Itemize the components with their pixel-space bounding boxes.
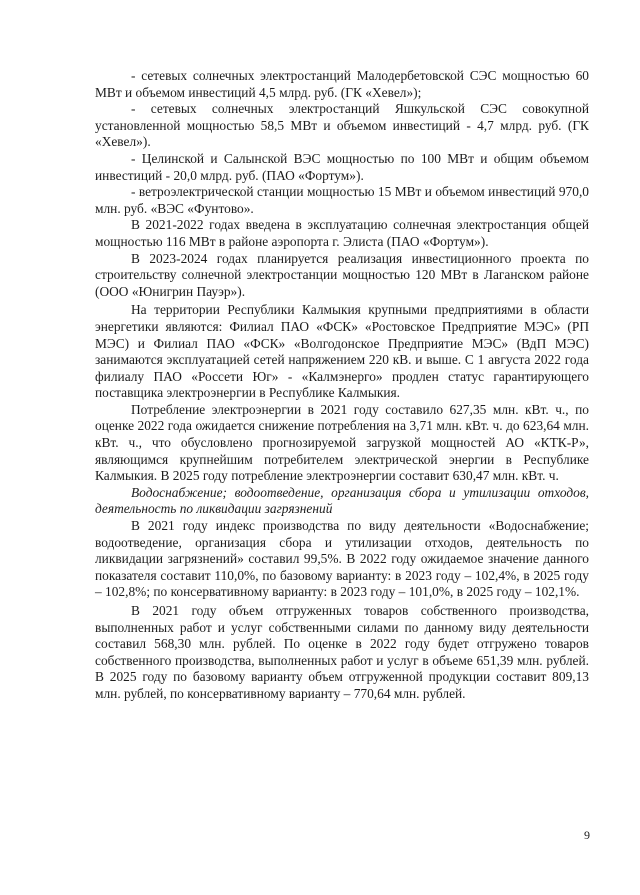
paragraph-solar-2023-2024: В 2023-2024 годах планируется реализация инвестиционного проекта по строительству солнечной электростанции мощностью 120 МВт в Лаганском районе (ООО «Юнигрин Пауэр»). xyxy=(95,250,589,299)
paragraph-funtovo-wind: - ветроэлектрической станции мощностью 15 МВт и объемом инвестиций 970,0 млн. руб. «ВЭС «Фунтово». xyxy=(95,184,589,216)
paragraph-malodorbetovskaya-ses: - сетевых солнечных электростанций Малодербетовской СЭС мощностью 60 МВт и объемом инвестиций 4,5 млрд. руб. (ГК «Хевел»); xyxy=(95,68,589,100)
paragraph-yashkulskaya-ses: - сетевых солнечных электростанций Яшкульской СЭС совокупной установленной мощностью 58,5 МВт и объемом инвестиций - 4,7 млрд. руб. (ГК «Хевел»). xyxy=(95,101,589,150)
paragraph-energy-companies: На территории Республики Калмыкия крупными предприятиями в области энергетики являются: Филиал ПАО «ФСК» «Ростовское Предприятие МЭС» (РП МЭС) и Филиал ПАО «ФСК» «Волгодонское Предприятие МЭС» (ВдП МЭС) занимаются эксплуатацией сетей напряжением 220 кВ. и выше. С 1 августа 2022 года филиалу ПАО «Россети Юг» - «Калмэнерго» продлен статус гарантирующего поставщика электроэнергии в Республике Калмыкия. xyxy=(95,302,589,401)
paragraph-tselinskaya-vetro: - Целинской и Салынской ВЭС мощностью по 100 МВт и общим объемом инвестиций - 20,0 млрд. руб. (ПАО «Фортум»). xyxy=(95,150,589,183)
paragraph-electricity-consumption: Потребление электроэнергии в 2021 году составило 627,35 млн. кВт. ч., по оценке 2022 года ожидается снижение потребления на 3,71 млн. кВт. ч. до 623,64 млн. кВт. ч., что обусловлено прогнозируемой загрузкой мощностей АО «КТК-Р», являющимся крупнейшим потребителем электрической энергии в Республике Калмыкия. В 2025 году потребление электроэнергии составит 630,47 млн. кВт. ч. xyxy=(95,401,589,484)
paragraph-solar-2021-2022: В 2021-2022 годах введена в эксплуатацию солнечная электростанция общей мощностью 116 МВт в районе аэропорта г. Элиста (ПАО «Фортум»). xyxy=(95,217,589,249)
paragraph-shipped-goods: В 2021 году объем отгруженных товаров собственного производства, выполненных работ и услуг собственными силами по данному виду деятельности составил 568,30 млн. рублей. По оценке в 2022 году будет отгружено товаров собственного производства, выполненных работ и услуг в объеме 651,39 млн. рублей. В 2025 году по базовому варианту объем отгруженной продукции составит 809,13 млн. рублей, по консервативному варианту – 770,64 млн. рублей. xyxy=(95,603,589,701)
document-body xyxy=(95,68,589,703)
page-number: 9 xyxy=(584,828,590,842)
section-heading-water-supply: Водоснабжение; водоотведение, организация сбора и утилизации отходов, деятельность по ликвидации загрязнений xyxy=(95,484,589,517)
paragraph-production-index: В 2021 году индекс производства по виду деятельности «Водоснабжение; водоотведение, организация сбора и утилизации отходов, деятельность по ликвидации загрязнений» составил 99,5%. В 2022 году ожидаемое значение данного показателя составит 110,0%, по базовому варианту: в 2023 году – 102,4%, в 2025 году – 102,8%; по консервативному варианту: в 2023 году – 101,0%, в 2025 году – 102,1%. xyxy=(95,518,589,600)
